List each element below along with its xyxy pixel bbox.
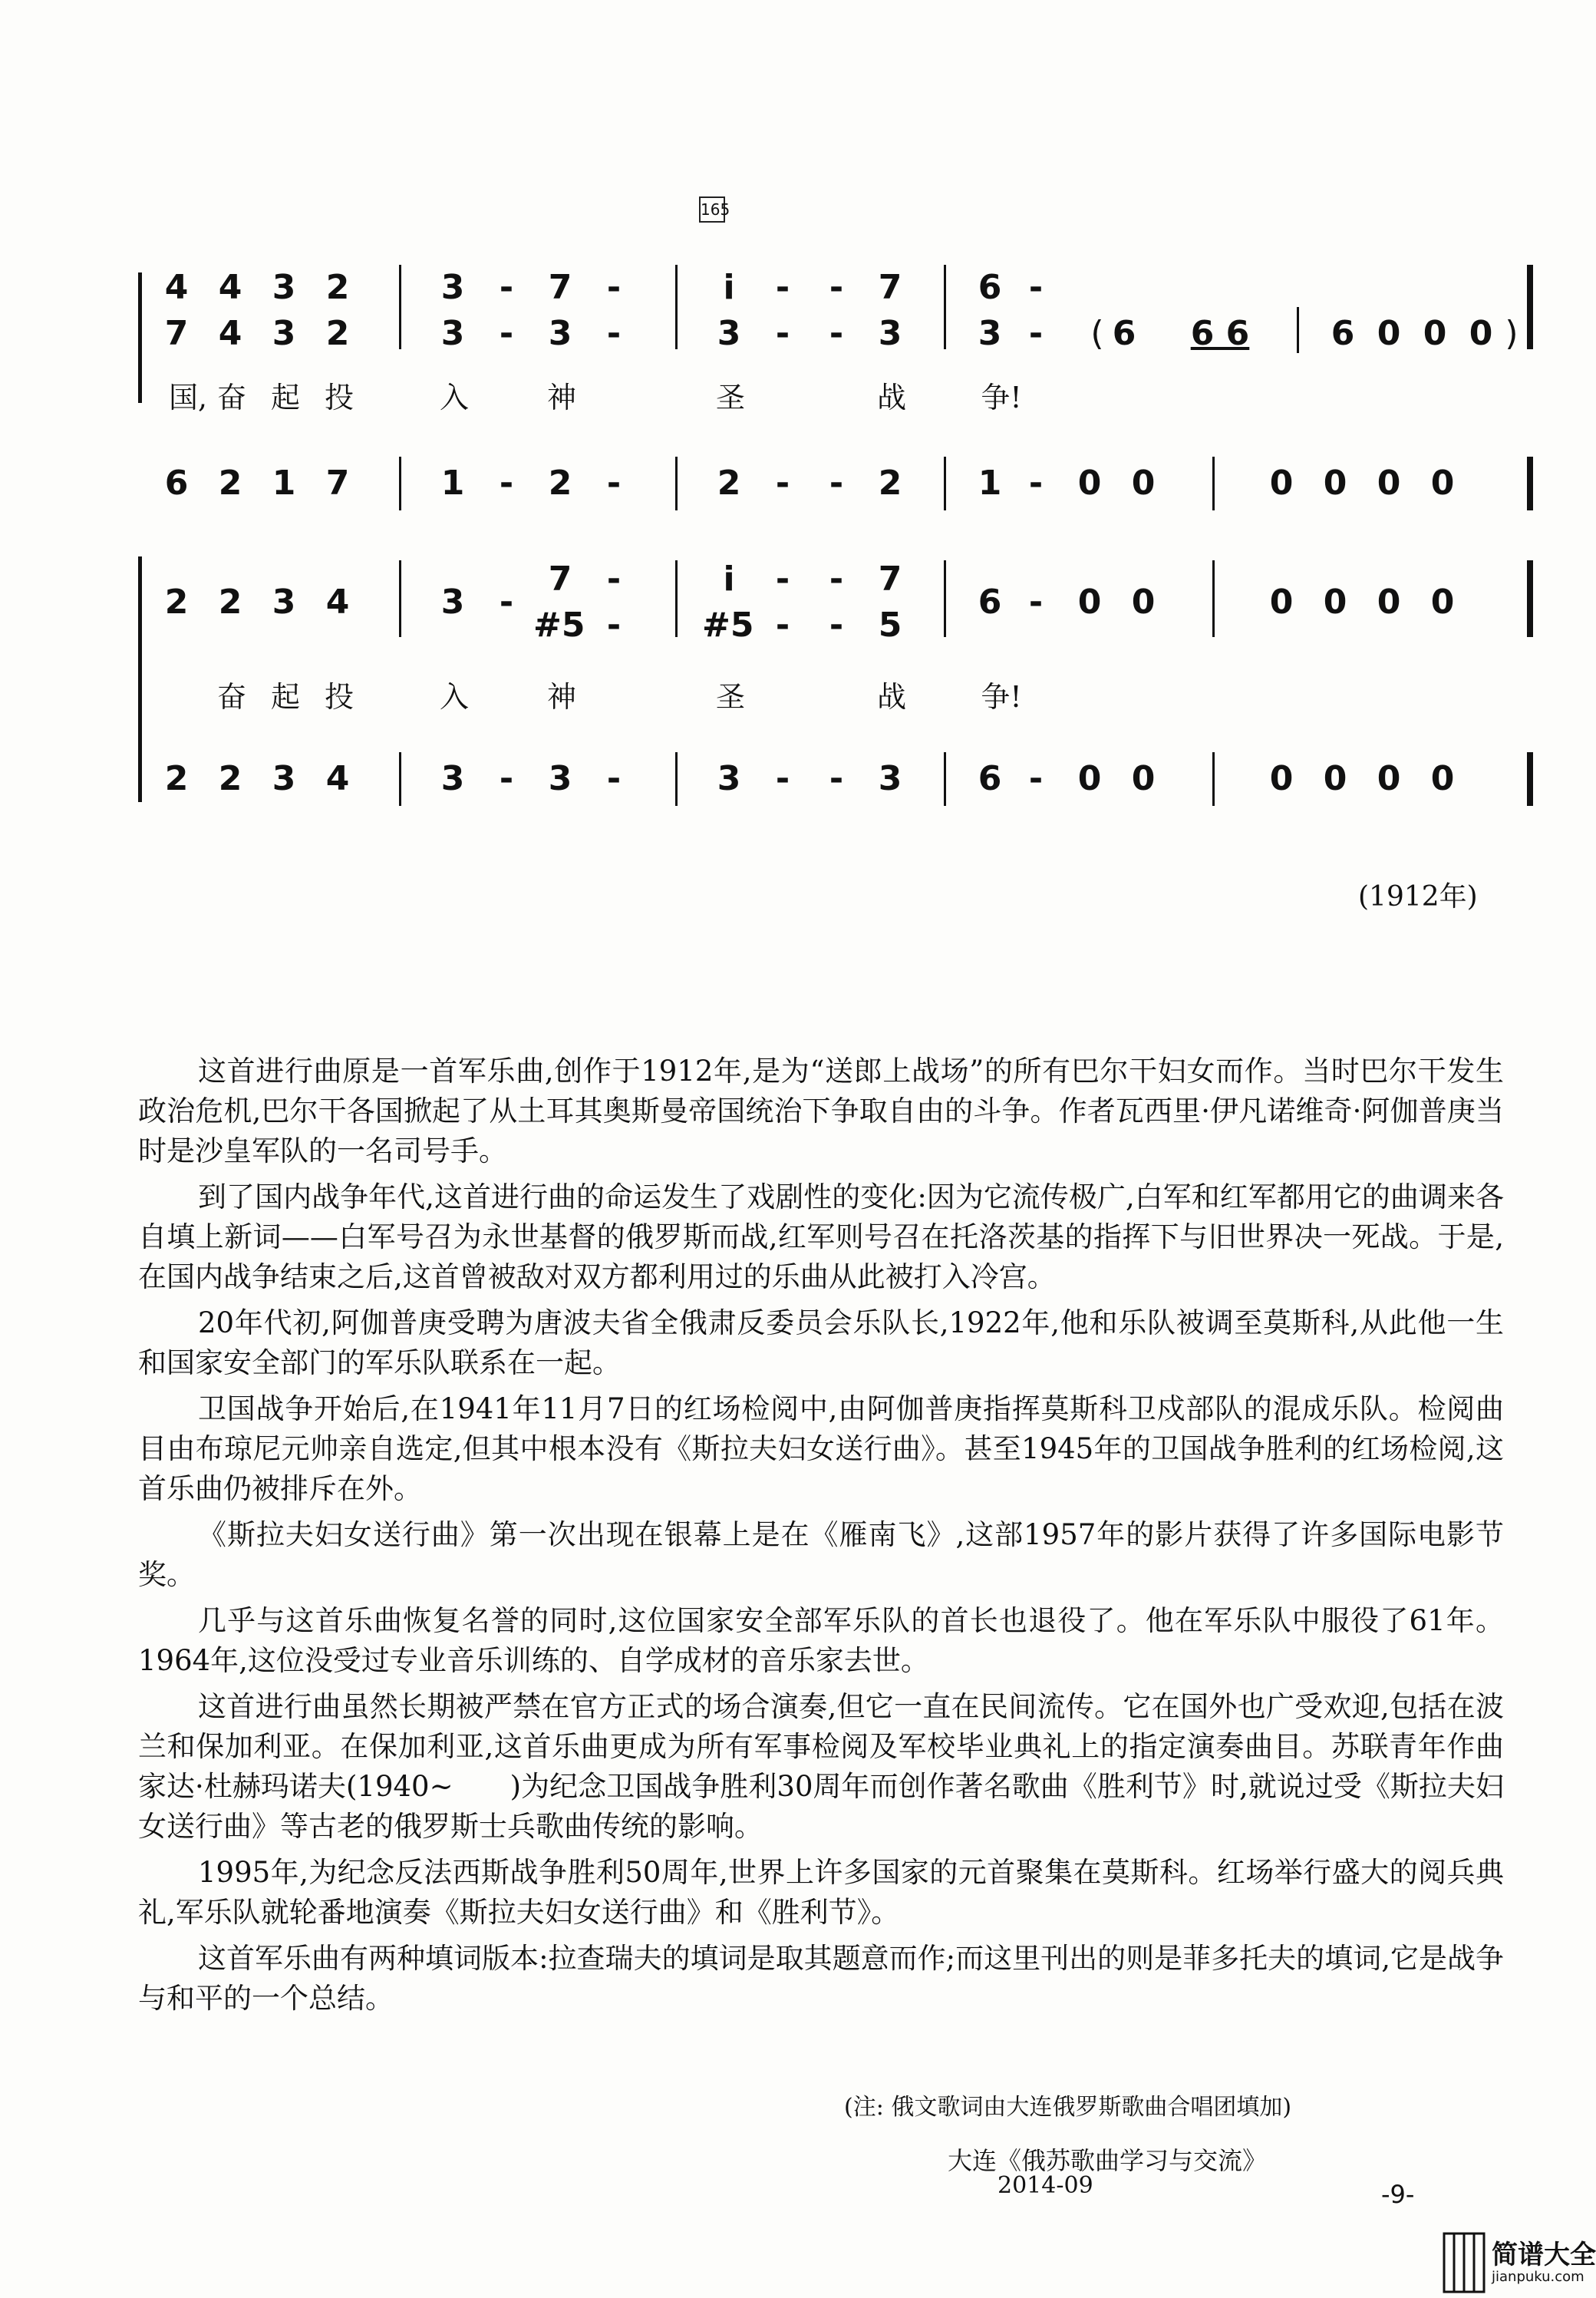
system-bracket	[138, 556, 151, 802]
music-score	[138, 261, 1519, 821]
paren: (	[1090, 314, 1104, 353]
note: 3	[440, 759, 465, 798]
note: 3	[272, 268, 296, 307]
note: 3	[717, 759, 741, 798]
lyric: 入	[439, 381, 469, 414]
paragraph: 到了国内战争年代,这首进行曲的命运发生了戏剧性的变化:因为它流传极广,白军和红军都用它的曲调来各自填上新词——白军号召为永世基督的俄罗斯而战,红军则号召在托洛茨基的指挥下与旧世界决一死战。于是,在国内战争结束之后,这首曾被敌对双方都利用过的乐曲从此被打入冷宫。	[138, 1180, 1504, 1293]
year-label: (1912年)	[1358, 881, 1478, 913]
note: 2	[164, 759, 189, 798]
note: 0	[1323, 759, 1347, 798]
footnote: (注: 俄文歌词由大连俄罗斯歌曲合唱团填加)	[844, 2094, 1292, 2121]
paragraph: 这首进行曲原是一首军乐曲,创作于1912年,是为“送郎上战场”的所有巴尔干妇女而作。当时巴尔干发生政治危机,巴尔干各国掀起了从土耳其奥斯曼帝国统治下争取自由的斗争。作者瓦西里·伊凡诺维奇·阿伽普庚当时是沙皇军队的一名司号手。	[138, 1055, 1504, 1167]
note: 0	[1430, 583, 1455, 622]
note: 0	[1323, 464, 1347, 503]
note: 3	[272, 583, 296, 622]
barline	[675, 265, 678, 349]
note: 0	[1269, 583, 1294, 622]
article-body	[138, 1052, 1504, 2025]
note: 2	[717, 464, 741, 503]
note: -	[829, 268, 844, 307]
note: 4	[325, 583, 350, 622]
note: -	[829, 759, 844, 798]
note: 0	[1377, 314, 1401, 353]
lyric: 神	[546, 381, 576, 414]
barline	[1297, 307, 1299, 353]
note: 6	[1331, 314, 1355, 353]
page-number: -9-	[1381, 2180, 1415, 2209]
note: 0	[1131, 464, 1156, 503]
note: 2	[218, 464, 242, 503]
note: -	[775, 759, 790, 798]
barline	[1212, 752, 1215, 806]
lyric: 争!	[981, 680, 1022, 714]
watermark-text: 简谱大全	[1492, 2240, 1596, 2270]
watermark-site: jianpuku.com	[1492, 2269, 1584, 2285]
note: -	[606, 314, 622, 353]
note: i	[723, 560, 735, 599]
note: 3	[978, 314, 1002, 353]
note: -	[1028, 268, 1044, 307]
note: 6	[1112, 314, 1136, 353]
lyric: 国,	[169, 381, 208, 414]
note: 0	[1269, 464, 1294, 503]
note: 1	[978, 464, 1002, 503]
note: 4	[164, 268, 189, 307]
note: 4	[325, 759, 350, 798]
paragraph: 卫国战争开始后,在1941年11月7日的红场检阅中,由阿伽普庚指挥莫斯科卫戍部队的混成乐队。检阅曲目由布琼尼元帅亲自选定,但其中根本没有《斯拉夫妇女送行曲》。甚至1945年的卫国战争胜利的红场检阅,这首乐曲仍被排斥在外。	[138, 1392, 1504, 1505]
note: 2	[548, 464, 572, 503]
note: -	[829, 314, 844, 353]
note: -	[775, 464, 790, 503]
footer-publication: 大连《俄苏歌曲学习与交流》	[948, 2146, 1268, 2175]
note: 0	[1077, 464, 1102, 503]
paren: )	[1505, 314, 1519, 353]
note: 3	[272, 759, 296, 798]
note: -	[775, 560, 790, 599]
paragraph: 几乎与这首乐曲恢复名誉的同时,这位国家安全部军乐队的首长也退役了。他在军乐队中服役了61年。1964年,这位没受过专业音乐训练的、自学成材的音乐家去世。	[138, 1604, 1504, 1677]
note: -	[775, 314, 790, 353]
lyric: 圣	[715, 381, 745, 414]
paragraph: 这首进行曲虽然长期被严禁在官方正式的场合演奏,但它一直在民间流传。它在国外也广受欢迎,包括在波兰和保加利亚。在保加利亚,这首乐曲更成为所有军事检阅及军校毕业典礼上的指定演奏曲目。苏联青年作曲家达·杜赫玛诺夫(1940~ )为纪念卫国战争胜利30周年而创作著名歌曲《胜利节》时,就说过受《斯拉夫妇女送行曲》等古老的俄罗斯士兵歌曲传统的影响。	[138, 1690, 1504, 1843]
note: 3	[548, 314, 572, 353]
watermark-logo	[1443, 2226, 1596, 2295]
paragraph: 这首军乐曲有两种填词版本:拉查瑞夫的填词是取其题意而作;而这里刊出的则是菲多托夫的填词,它是战争与和平的一个总结。	[138, 1942, 1504, 2015]
barline	[944, 457, 946, 510]
note: 2	[218, 583, 242, 622]
note: -	[499, 268, 514, 307]
note: 3	[440, 268, 465, 307]
note: -	[606, 560, 622, 599]
note: -	[1028, 759, 1044, 798]
note: 4	[218, 268, 242, 307]
note: 7	[548, 560, 572, 599]
note: -	[606, 464, 622, 503]
note: -	[1028, 583, 1044, 622]
note: 0	[1377, 583, 1401, 622]
final-barline	[1527, 752, 1533, 806]
lyric: 投	[324, 680, 354, 714]
note: -	[829, 560, 844, 599]
note: -	[829, 606, 844, 645]
lyric: 投	[324, 381, 354, 414]
note: 7	[548, 268, 572, 307]
lyric: 圣	[715, 680, 745, 714]
note: 0	[1269, 759, 1294, 798]
note: 6	[978, 268, 1002, 307]
paragraph: 《斯拉夫妇女送行曲》第一次出现在银幕上是在《雁南飞》,这部1957年的影片获得了许多国际电影节奖。	[138, 1518, 1504, 1591]
barline	[1212, 560, 1215, 637]
lyric: 战	[876, 381, 906, 414]
note: 1	[272, 464, 296, 503]
note: 2	[164, 583, 189, 622]
note: 6	[978, 583, 1002, 622]
note: 3	[878, 759, 902, 798]
note: -	[499, 314, 514, 353]
lyric: 奋	[216, 680, 246, 714]
note: 0	[1430, 464, 1455, 503]
note: 2	[218, 759, 242, 798]
final-barline	[1527, 265, 1533, 349]
note: -	[606, 268, 622, 307]
note: -	[606, 759, 622, 798]
note: -	[499, 759, 514, 798]
note: 7	[878, 268, 902, 307]
note: 0	[1077, 583, 1102, 622]
note: 7	[878, 560, 902, 599]
note: -	[1028, 464, 1044, 503]
note: 0	[1469, 314, 1493, 353]
note: 3	[878, 314, 902, 353]
note: 2	[325, 268, 350, 307]
note: 0	[1077, 759, 1102, 798]
barline	[675, 457, 678, 510]
footer-date: 2014-09	[998, 2172, 1093, 2199]
note: 3	[548, 759, 572, 798]
note: -	[1028, 314, 1044, 353]
note: 5	[878, 606, 902, 645]
note: -	[829, 464, 844, 503]
note: 3	[440, 314, 465, 353]
note: -	[499, 583, 514, 622]
note: 0	[1430, 759, 1455, 798]
note: 3	[440, 583, 465, 622]
measure-number: 165	[699, 196, 725, 223]
note: 0	[1423, 314, 1447, 353]
final-barline	[1527, 457, 1533, 510]
note: 0	[1377, 759, 1401, 798]
barline	[399, 560, 401, 637]
note: 0	[1377, 464, 1401, 503]
note: 6 6	[1190, 314, 1250, 353]
barline	[944, 265, 946, 349]
lyric: 入	[439, 680, 469, 714]
paragraph: 20年代初,阿伽普庚受聘为唐波夫省全俄肃反委员会乐队长,1922年,他和乐队被调至莫斯科,从此他一生和国家安全部门的军乐队联系在一起。	[138, 1306, 1504, 1379]
barline	[399, 752, 401, 806]
note: -	[499, 464, 514, 503]
lyric: 战	[876, 680, 906, 714]
barline	[399, 265, 401, 349]
note: 7	[164, 314, 189, 353]
note: 0	[1323, 583, 1347, 622]
barline	[675, 560, 678, 637]
barline	[1212, 457, 1215, 510]
note: 0	[1131, 759, 1156, 798]
note: 3	[272, 314, 296, 353]
lyric: 争!	[981, 381, 1022, 414]
barline	[399, 457, 401, 510]
lyric: 神	[546, 680, 576, 714]
note: 3	[717, 314, 741, 353]
note: 0	[1131, 583, 1156, 622]
lyric: 起	[270, 680, 300, 714]
note: 2	[325, 314, 350, 353]
barline	[675, 752, 678, 806]
lyric: 起	[270, 381, 300, 414]
note: -	[606, 606, 622, 645]
note: 2	[878, 464, 902, 503]
note: 6	[978, 759, 1002, 798]
final-barline	[1527, 560, 1533, 637]
note: 1	[440, 464, 465, 503]
system-bracket	[138, 272, 151, 403]
note: 4	[218, 314, 242, 353]
note: i	[723, 268, 735, 307]
note: -	[775, 268, 790, 307]
lyric: 奋	[216, 381, 246, 414]
barline	[944, 560, 946, 637]
note: #5	[702, 606, 754, 645]
note: #5	[533, 606, 585, 645]
note: 7	[325, 464, 350, 503]
paragraph: 1995年,为纪念反法西斯战争胜利50周年,世界上许多国家的元首聚集在莫斯科。红场举行盛大的阅兵典礼,军乐队就轮番地演奏《斯拉夫妇女送行曲》和《胜利节》。	[138, 1856, 1504, 1929]
note: 6	[164, 464, 189, 503]
barline	[944, 752, 946, 806]
note: -	[775, 606, 790, 645]
